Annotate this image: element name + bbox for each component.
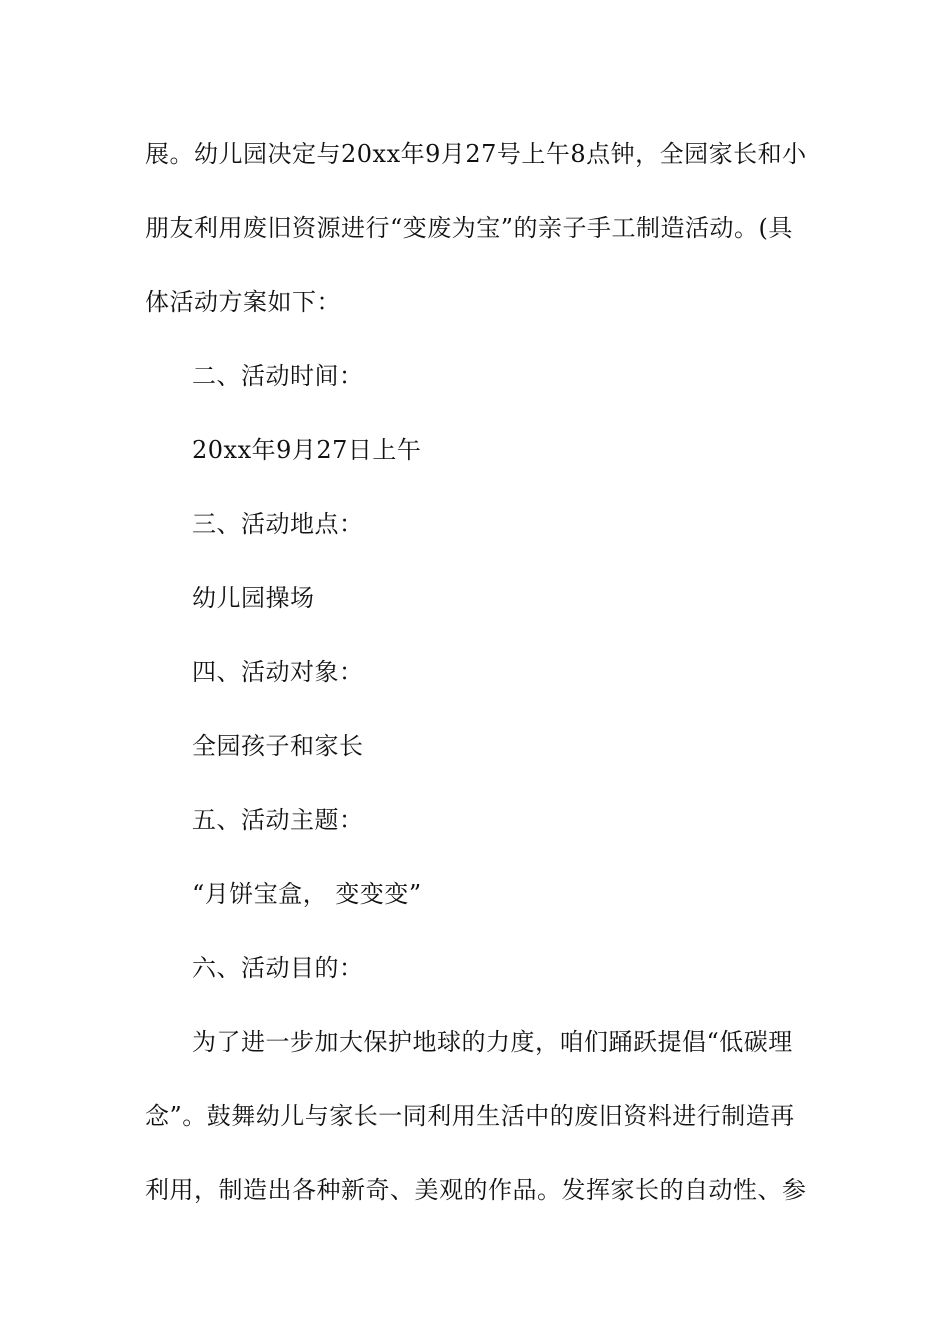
activity-location-value: 幼儿园操场 [192,584,315,612]
section-heading-location: 三、活动地点： [192,510,364,538]
activity-time-value: 20xx年9月27日上午 [192,436,422,464]
section-heading-participants: 四、活动对象： [192,658,364,686]
paragraph-line-3: 体活动方案如下： [145,288,341,316]
section-heading-purpose: 六、活动目的： [192,954,364,982]
purpose-paragraph-line-3: 利用，制造出各种新奇、美观的作品。发挥家长的自动性、参 [145,1176,807,1204]
section-heading-theme: 五、活动主题： [192,806,364,834]
activity-participants-value: 全园孩子和家长 [192,732,364,760]
paragraph-line-2: 朋友利用废旧资源进行“变废为宝”的亲子手工制造活动。(具 [145,214,793,242]
purpose-paragraph-line-2: 念”。鼓舞幼儿与家长一同利用生活中的废旧资料进行制造再 [145,1102,795,1130]
section-heading-time: 二、活动时间： [192,362,364,390]
paragraph-line-1: 展。幼儿园决定与20xx年9月27号上午8点钟，全园家长和小 [145,140,807,168]
activity-theme-value: “月饼宝盒， 变变变” [192,880,422,908]
purpose-paragraph-line-1: 为了进一步加大保护地球的力度，咱们踊跃提倡“低碳理 [192,1028,793,1056]
